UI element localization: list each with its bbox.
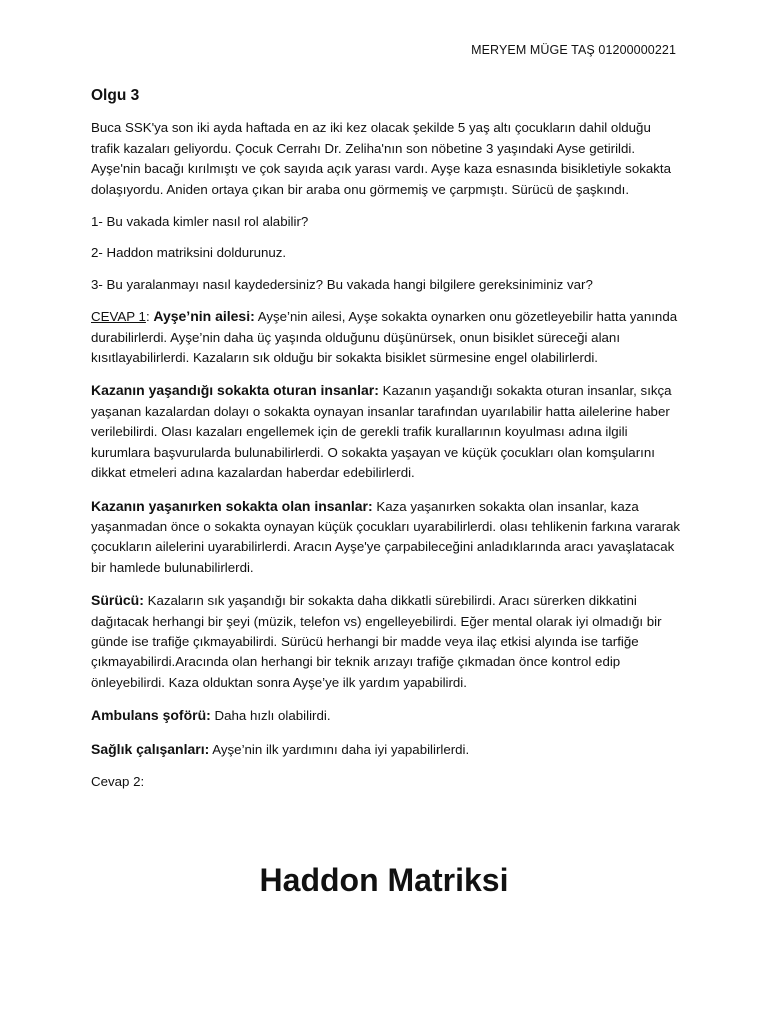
bystanders-text: Kaza yaşanırken sokakta olan insanlar, kaza yaşanmadan önce o sokakta oynayan küçük çocukları uyarabilirlerdi. olası tehlikenin farkına vararak çocukların ailelerini uyarabilirlerdi. Aracın Ayşe'ye çarpabileceğini anladıklarında aracı yavaşlatacak bir hamlede bulunabilirlerdi. xyxy=(91,498,681,575)
question-3: 3- Bu yaralanmayı nasıl kaydedersiniz? Bu vakada hangi bilgilere gereksiniminiz var? xyxy=(91,276,593,292)
family-text: Ayşe’nin ailesi, Ayşe sokakta oynarken onu gözetleyebilir hatta yanında durabilirlerdi. Ayşe’nin daha üç yaşında olduğunu düşünürsek, onun bisiklet süreceği alanı kısıtlayabilirlerdi. Kazaların sık olduğu bir sokakta bisiklet sürmesine engel olabilirlerdi. xyxy=(91,309,678,366)
answer-1-residents xyxy=(91,380,681,483)
bystanders-heading: Kazanın yaşanırken sokakta olan insanlar: xyxy=(91,497,373,514)
answer-2-label: Cevap 2: xyxy=(91,773,145,789)
answer-1-ambulance xyxy=(91,705,681,726)
haddon-matrix-title: Haddon Matriksi xyxy=(259,862,509,898)
case-title: Olgu 3 xyxy=(91,87,140,104)
answer-1-colon: : xyxy=(145,309,150,325)
question-1: 1- Bu vakada kimler nasıl rol alabilir? xyxy=(91,214,309,230)
ambulance-text: Daha hızlı olabilirdi. xyxy=(210,708,331,724)
residents-text: Kazanın yaşandığı sokakta oturan insanlar, sıkça yaşanan kazalardan dolayı o sokakta oynayan insanlar tarafından uyarılabilir hatta ailelerine haber verilebilirdi. Olası kazaları engellemek için de gerekli trafik kurallarının koyulması adına ilgili kurumlara başvurularda bulunabilirlerdi. O sokakta yaşayan ve küçük çocukları olan komşularını dikkat etmeleri adına kazalardan haberdar edebilirlerdi. xyxy=(91,383,672,481)
question-2: 2- Haddon matriksini doldurunuz. xyxy=(91,245,287,261)
answer-1-driver xyxy=(91,590,681,693)
document-body xyxy=(91,86,681,804)
answer-1-health xyxy=(91,739,681,760)
health-heading: Sağlık çalışanları: xyxy=(91,740,210,757)
residents-heading: Kazanın yaşandığı sokakta oturan insanlar: xyxy=(91,382,379,399)
family-heading: Ayşe’nin ailesi: xyxy=(153,308,255,325)
answer-1-label: CEVAP 1 xyxy=(91,309,146,325)
answer-1-bystanders xyxy=(91,496,681,579)
health-text: Ayşe’nin ilk yardımını daha iyi yapabilirlerdi. xyxy=(209,741,470,757)
ambulance-heading: Ambulans şoförü: xyxy=(91,707,211,724)
author-header: MERYEM MÜGE TAŞ 01200000221 xyxy=(471,43,676,57)
driver-text: Kazaların sık yaşandığı bir sokakta daha dikkatli sürebilirdi. Aracı sürerken dikkatini dağıtacak herhangi bir şeyi (müzik, telefon vs) engelleyebilirdi. Eğer mental olarak iyi olmadığı bir günde ise trafiğe çıkmayabilirdi. Sürücü herhangi bir madde veya ilaç etkisi alyında ise tarfiğe çıkmayabilirdi.Aracında olan herhangi bir teknik arızayı trafiğe çıkmadan önce kontrol edip önleyebilirdi. Kaza olduktan sonra Ayşe’ye ilk yardım yapabilirdi. xyxy=(91,593,662,690)
answer-1-family xyxy=(91,306,681,368)
driver-heading: Sürücü: xyxy=(91,592,144,609)
case-description: Buca SSK'ya son iki ayda haftada en az iki kez olacak şekilde 5 yaş altı çocukların dahil olduğu trafik kazaları geliyordu. Çocuk Cerrahı Dr. Zeliha'nın son nöbetine 3 yaşındaki Ayse getirildi. Ayşe'nin bacağı kırılmıştı ve çok sayıda açık yarası vardı. Ayşe kaza esnasında bisikletiyle sokakta dolaşıyordu. Aniden ortaya çıkan bir araba onu görmemiş ve çarpmıştı. Sürücü de şaşkındı. xyxy=(91,120,671,197)
